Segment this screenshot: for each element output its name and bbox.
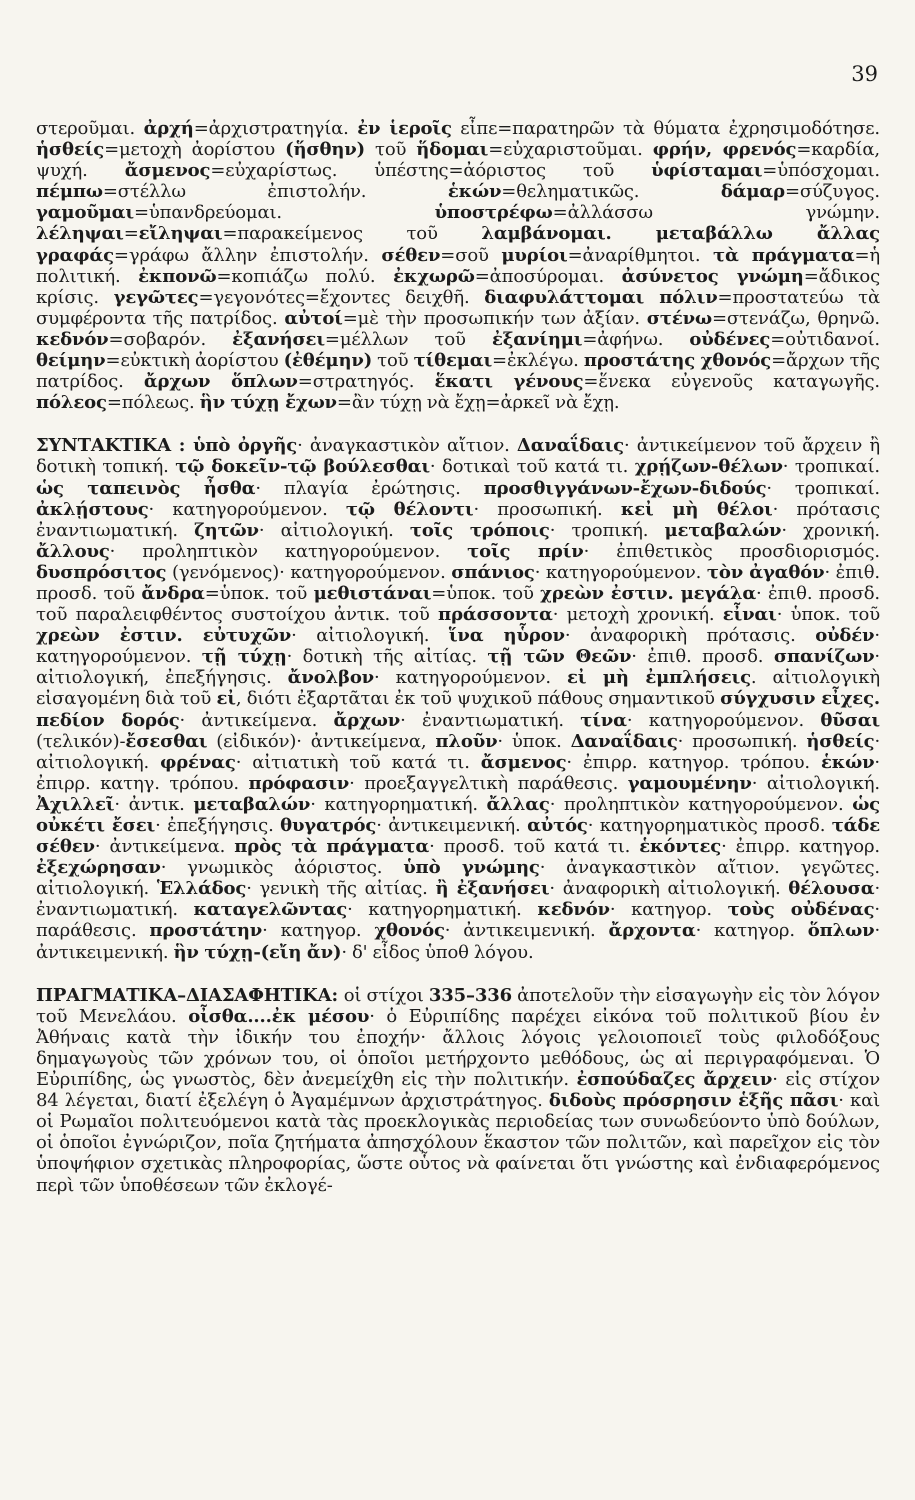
text-run: ἀποτελοῦν τὴν εἰσαγωγὴν εἰς τὸν λόγον τοῦ Μενελάου.	[36, 984, 880, 1027]
text-run: · ὁ Εὐριπίδης παρέχει εἰκόνα τοῦ πολιτικοῦ βίου ἐν Ἀθήναις κατὰ τὴν ἰδικήν του ἐποχήν· ἄλλοις λόγοις γελοιοποιεῖ τοὺς φιλοδόξους δημαγωγοὺς τῶν χρόνων του, οἱ ὁποῖοι μετήρχοντο μεθόδους, ὡς αἱ περιγραφόμεναι. Ὁ Εὐριπίδης, ὡς γνωστὸς, δὲν ἀνεμείχθη εἰς τὴν πολιτικήν.	[36, 1005, 881, 1091]
bold-term: ἄνολβον	[287, 667, 375, 689]
bold-term: αὐτοί	[284, 307, 343, 329]
text-run: · προεξαγγελτικὴ παράθεσις.	[349, 772, 628, 794]
text-run: · κατηγορ.	[262, 920, 375, 942]
bold-term: τῇ τύχῃ	[201, 646, 287, 668]
bold-term: πλοῦν	[435, 730, 498, 752]
bold-term: κεδνόν	[36, 328, 109, 350]
text-run: =ἐκλέγω.	[492, 350, 584, 372]
bold-term: τοῖς τρόποις	[409, 519, 550, 541]
text-run: · ἐναντιωματική.	[36, 878, 881, 921]
text-run: · κατηγορούμενον.	[148, 498, 346, 520]
text-run: =σοῦ	[440, 244, 502, 266]
bold-term: τίνα	[580, 709, 627, 731]
text-run: · ἐπιρρ. κατηγορ. τρόπου.	[566, 751, 821, 773]
text-run: · πλαγία ἐρώτησις.	[255, 477, 484, 499]
text-run: · τροπική.	[549, 519, 665, 541]
bold-term: ἄρχων ὅπλων	[143, 371, 298, 393]
text-run: =στενάζω, θρηνῶ.	[711, 307, 880, 329]
bold-term: χθονός	[374, 920, 445, 942]
text-run: · κατηγορηματικὸς προσδ.	[587, 815, 832, 836]
text-run: =ἄδικος κρίσις.	[36, 265, 880, 308]
bold-term: λέληψαι	[36, 223, 124, 245]
bold-term: μεταβαλών	[664, 519, 782, 541]
bold-term: ΠΡΑΓΜΑΤΙΚΑ–ΔΙΑΣΑΦΗΤΙΚΑ:	[36, 984, 344, 1006]
bold-term: ἡσθείς	[806, 730, 875, 752]
text-run: =μὲ τὴν προσωπικήν των ἀξίαν.	[342, 307, 647, 329]
text-run: =σύζυγος.	[784, 181, 880, 203]
text-run: =ὑποκ. τοῦ	[431, 582, 541, 604]
bold-term: τίθεμαι	[413, 350, 493, 372]
bold-term: διαφυλάττομαι πόλιν	[484, 286, 718, 308]
bold-term: ζητῶν	[194, 519, 259, 541]
text-run: =ἀναρίθμητοι.	[567, 244, 714, 266]
bold-term: τῇ τῶν Θεῶν	[487, 646, 632, 668]
bold-term: σπάνιος	[451, 561, 535, 583]
bold-term: πράσσοντα	[438, 604, 553, 626]
bold-term: προσθιγγάνων-ἔχων-διδούς	[483, 477, 767, 499]
text-run: (γενόμενος)· κατηγορούμενον.	[166, 561, 452, 583]
text-run: · χρονική.	[781, 519, 880, 541]
bold-term: εἰ	[216, 688, 236, 710]
text-run: · ὑποκ. τοῦ	[776, 604, 881, 626]
syntaktika-paragraph	[36, 435, 880, 962]
text-run: · ἀντικείμενα.	[94, 836, 235, 858]
text-run: · αἰτιατικὴ τοῦ κατά τι.	[235, 751, 481, 773]
text-run: =εὐχαρίστως. ὑπέστης=ἀόριστος τοῦ	[210, 160, 652, 182]
bold-term: μεταβαλών	[193, 793, 311, 815]
bold-term: ἑκών	[447, 181, 502, 203]
bold-term: εὐτυχῶν	[202, 625, 292, 647]
text-run: (τελικόν)-	[36, 730, 126, 752]
bold-term: πέμπω	[36, 181, 103, 203]
text-run: · κατηγορ.	[609, 899, 728, 921]
bold-term: καταγελῶντας	[193, 899, 348, 921]
bold-term: τοῖς πρίν	[467, 540, 584, 562]
text-run: · μετοχὴ χρονική.	[552, 604, 723, 626]
bold-term: ὑφίσταμαι	[651, 160, 763, 182]
text-run: =γράφω ἄλλην ἐπιστολήν.	[113, 244, 382, 266]
text-run: . αἰτιολογικὴ εἰσαγομένη διὰ τοῦ	[36, 667, 880, 710]
bold-term: Δαναΐδαις	[516, 435, 624, 457]
bold-term: γεγῶτες	[113, 286, 199, 308]
bold-term: ἐκπονῶ	[138, 265, 217, 287]
text-run: · ἐναντιωματική.	[400, 709, 581, 731]
bold-term: ἄλλους	[36, 540, 110, 562]
bold-term: προστάτην	[149, 920, 263, 942]
text-run: · αἰτιολογική.	[751, 772, 880, 794]
text-run: · ἐπεξήγησις.	[155, 815, 281, 836]
bold-term: ἣν τύχῃ ἔχων	[199, 392, 337, 414]
text-run: (εἰδικόν)· ἀντικείμενα,	[207, 730, 436, 752]
text-run: · κατηγορούμενον.	[534, 561, 707, 583]
bold-term: ἐσπούδαζες ἄρχειν	[576, 1069, 773, 1091]
text-run: · ἀντικείμενα.	[179, 709, 334, 731]
text-run: =εὐχαριστοῦμαι.	[488, 139, 653, 161]
bold-term: τοὺς οὐδένας	[727, 899, 875, 921]
text-run: , διότι ἐξαρτᾶται ἐκ τοῦ ψυχικοῦ πάθους σημαντικοῦ	[235, 688, 721, 710]
bold-term: ΣΥΝΤΑΚΤΙΚΑ :	[36, 435, 193, 457]
text-run: =	[123, 223, 139, 245]
text-run: =προστατεύω τὰ συμφέροντα τῆς πατρίδος.	[36, 286, 880, 329]
bold-term: Ἀχιλλεῖ	[36, 793, 115, 815]
bold-term: (ἥσθην)	[285, 139, 366, 161]
text-run: =ἂν τύχῃ νὰ ἔχῃ=ἀρκεῖ νὰ ἔχῃ.	[336, 392, 620, 414]
text-run: =ὑποκ. τοῦ	[204, 582, 314, 604]
bold-term: χρῄζων-θέλων	[634, 456, 783, 478]
text-run: · ἀντικειμενική.	[444, 920, 609, 942]
bold-term: ἐκχωρῶ	[393, 265, 475, 287]
text-run: · ἀναφορικὴ πρότασις.	[564, 625, 816, 647]
bold-term: ὑποστρέφω	[434, 202, 553, 224]
bold-term: φρένας	[160, 751, 236, 773]
bold-term: ἀσύνετος γνώμη	[621, 265, 804, 287]
bold-term: ἕκατι γένους	[434, 371, 584, 393]
text-run: εἶπε=παρατηρῶν τὰ θύματα ἐχρησιμοδότησε.	[451, 118, 880, 139]
bold-term: θυγατρός	[280, 815, 377, 836]
text-run: =κοπιάζω πολύ.	[216, 265, 394, 287]
bold-term: θέλουσα	[788, 878, 875, 900]
bold-term: ἐξεχώρησαν	[36, 857, 161, 879]
bold-term: χρεὼν ἐστιν.	[540, 582, 681, 604]
text-run: =σοβαρόν.	[108, 328, 233, 350]
text-run: =γεγονότες=ἔχοντες δειχθῆ.	[198, 286, 485, 308]
bold-term: μεθιστάναι	[313, 582, 432, 604]
text-run: · ἀναφορικὴ αἰτιολογική.	[549, 878, 789, 900]
glossary-paragraph	[36, 118, 880, 413]
bold-term: τὸν ἀγαθόν	[706, 561, 825, 583]
bold-term: γαμουμένην	[627, 772, 752, 794]
bold-term: ἄσμενος	[480, 751, 567, 773]
bold-term: θείμην	[36, 350, 106, 372]
page-number: 39	[851, 62, 878, 86]
text-run: τοῦ	[365, 139, 417, 161]
text-run: · ἐπιθ. προσδ. τοῦ παραλειφθέντος συστοίχου ἀντικ. τοῦ	[36, 582, 880, 626]
bold-term: ἄρχων	[333, 709, 401, 731]
text-run: =ἀλλάσσω γνώμην.	[552, 202, 880, 224]
bold-term: οὐδένες	[689, 328, 771, 350]
text-run: · τροπικαί.	[766, 477, 880, 499]
text-run: =ἀποσύρομαι.	[474, 265, 622, 287]
text-run: · ἐπιρρ. κατηγ. τρόπου.	[36, 751, 880, 794]
text-run: =οὐτιδανοί.	[770, 328, 880, 350]
text-run: · προληπτικὸν κατηγορούμενον.	[549, 793, 853, 815]
pragmatika-paragraph	[36, 985, 880, 1196]
text-run: · αἰτιολογική.	[291, 625, 449, 647]
text-run: · κατηγορούμενον.	[36, 625, 880, 668]
text-run: =εὐκτικὴ ἀορίστου	[105, 350, 284, 372]
bold-term: αὐτός	[527, 815, 588, 836]
text-run: · δ' εἶδος ὑποθ λόγου.	[341, 941, 534, 963]
text-run: · αἰτιολογική.	[258, 519, 410, 541]
bold-term: ἑκόντες	[639, 836, 722, 858]
bold-term: μυρίοι	[501, 244, 568, 266]
text-run: =θεληματικῶς.	[501, 181, 721, 203]
bold-term: ὡς ταπεινὸς ἦσθα	[36, 477, 256, 499]
text-run: · καὶ οἱ Ρωμαῖοι πολιτευόμενοι κατὰ τὰς προεκλογικὰς περιοδείας των συνωδεύοντο ὑπὸ δούλων, οἱ ὁποῖοι ἐγνώριζον, ποῖα ζητήματα ἀπησχόλουν ἕκαστον τῶν πολιτῶν, καὶ παρεῖχον εἰς τὸν ὑποψήφιον σχετικὰς πληροφορίας, ὥστε οὗτος νὰ φαίνεται ὅτι γνώστης καὶ ἐνδιαφερόμενος περὶ τῶν ὑποθέσεων τῶν ἐκλογέ-	[36, 1090, 880, 1196]
text-run: · γενικὴ τῆς αἰτίας.	[246, 878, 436, 900]
text-run: στεροῦμαι.	[36, 118, 144, 139]
bold-term: ἑκών	[820, 751, 875, 773]
page-text	[36, 118, 880, 1196]
text-run: =στέλλω ἐπιστολήν.	[102, 181, 448, 203]
text-run: =καρδία, ψυχή.	[36, 139, 880, 182]
bold-term: Ἑλλάδος	[156, 878, 247, 900]
bold-term: πρόφασιν	[248, 772, 350, 794]
bold-term: Δαναΐδαις	[570, 730, 678, 752]
bold-term: γαμοῦμαι	[36, 202, 134, 224]
bold-term: εἶναι	[722, 604, 777, 626]
bold-term: διδοὺς πρόσρησιν ἑξῆς πᾶσι	[548, 1090, 839, 1112]
bold-term: ὑπὸ γνώμης	[403, 857, 540, 879]
bold-term: ὑπὸ ὀργῆς	[192, 435, 298, 457]
text-run: =ἄρχων τῆς πατρίδος.	[36, 350, 880, 393]
bold-term: τὰ πράγματα	[713, 244, 855, 266]
bold-term: ἡσθείς	[36, 139, 105, 161]
text-run: =στρατηγός.	[297, 371, 435, 393]
text-run: · δοτικαὶ τοῦ κατά τι.	[429, 456, 635, 478]
text-run: · κατηγορηματική.	[310, 793, 487, 815]
bold-term: ἔσεσθαι	[125, 730, 208, 752]
text-run: · ἐπιθετικὸς προσδιορισμός.	[583, 540, 880, 562]
text-run: · ἀντικειμενική.	[376, 815, 528, 836]
bold-term: ἵνα ηὗρον	[448, 625, 565, 647]
text-run: · ἀντικ.	[114, 793, 194, 815]
bold-term: ἄρχοντα	[608, 920, 696, 942]
text-run: =ἀφήνω.	[582, 328, 690, 350]
bold-term: ἄλλας	[486, 793, 550, 815]
text-run: · εἰς στίχον 84 λέγεται, διατί ἐξελέγη ὁ Ἀγαμέμνων ἀρχιστράτηγος.	[36, 1069, 880, 1112]
bold-term: (ἐθέμην)	[283, 350, 373, 372]
text-run: · παράθεσις.	[36, 899, 880, 942]
bold-term: ἄσμενος	[124, 160, 211, 182]
bold-term: πρὸς τὰ πράγματα	[234, 836, 430, 858]
bold-term: ἐν ἱεροῖς	[357, 118, 452, 139]
bold-term: στένω	[646, 307, 712, 329]
text-run: · τροπικαί.	[782, 456, 880, 478]
bold-term: οὐδέν	[815, 625, 875, 647]
text-run: · κατηγορηματική.	[347, 899, 538, 921]
text-run: · δοτικὴ τῆς αἰτίας.	[286, 646, 488, 668]
bold-term: θῦσαι	[820, 709, 880, 731]
bold-term: τῷ δοκεῖν-τῷ βούλεσθαι	[175, 456, 430, 478]
bold-term: ἣν τύχῃ-(εἴη ἄν)	[173, 941, 342, 963]
bold-term: χρεὼν ἐστιν.	[36, 625, 203, 647]
bold-term: μεγάλα	[680, 582, 757, 604]
text-run: · προσδ. τοῦ κατά τι.	[429, 836, 640, 858]
bold-term: ἐξανήσει	[232, 328, 325, 350]
bold-term: κεδνόν	[537, 899, 610, 921]
bold-term: ὅπλων	[807, 920, 875, 942]
bold-term: σέθεν	[381, 244, 441, 266]
text-run: · ἀντικειμενική.	[36, 920, 881, 963]
text-run: =ἕνεκα εὐγενοῦς καταγωγῆς.	[583, 371, 880, 393]
bold-term: πεδίον δορός	[36, 709, 180, 731]
bold-term: οἶσθα....ἐκ μέσου	[188, 1005, 370, 1027]
bold-term: δυσπρόσιτος	[36, 561, 167, 583]
text-run: · ἀναγκαστικὸν αἴτιον. γεγῶτες. αἰτιολογική.	[36, 857, 880, 900]
text-run: =ἀρχιστρατηγία.	[193, 118, 358, 139]
text-run: · ἐπιθ. προσδ.	[631, 646, 774, 668]
text-run: =ὑπανδρεύομαι.	[133, 202, 435, 224]
bold-term: τῷ θέλοντι	[345, 498, 474, 520]
bold-term: λαμβάνομαι. μεταβάλλω ἄλλας γραφάς	[36, 223, 880, 266]
text-run: · ἐπιθ. προσδ. τοῦ	[36, 561, 881, 604]
bold-term: ἀκλῄστους	[36, 498, 149, 520]
bold-term: προστάτης χθονός	[583, 350, 772, 372]
text-run: =ἡ πολιτική.	[36, 244, 881, 287]
text-run: =μετοχὴ ἀορίστου	[104, 139, 286, 161]
bold-term: ἥδομαι	[416, 139, 489, 161]
text-run: =ὑπόσχομαι.	[762, 160, 880, 182]
text-run: · προσωπική.	[473, 498, 621, 520]
text-run: · αἰτιολογική, ἐπεξήγησις.	[36, 646, 880, 689]
text-run: · ἀντικείμενον τοῦ ἄρχειν ἢ δοτικὴ τοπική.	[36, 435, 880, 478]
text-run: =μέλλων τοῦ	[324, 328, 492, 350]
text-run: =παρακείμενος τοῦ	[222, 223, 482, 245]
bold-term: πόλεος	[36, 392, 107, 414]
bold-term: δάμαρ	[720, 181, 785, 203]
text-run: · ἐπιρρ. κατηγορ.	[721, 836, 880, 858]
text-run: · προσωπική.	[677, 730, 807, 752]
bold-term: ἀρχή	[143, 118, 194, 139]
bold-term: ἄνδρα	[141, 582, 205, 604]
text-run: · ὑποκ.	[497, 730, 571, 752]
bold-term: εἴληψαι	[138, 223, 223, 245]
text-run: · γνωμικὸς ἀόριστος.	[160, 857, 404, 879]
text-run: · κατηγορ.	[695, 920, 808, 942]
text-run: · πρότασις ἐναντιωματική.	[36, 498, 880, 541]
text-run: · προληπτικὸν κατηγορούμενον.	[109, 540, 468, 562]
text-run: =πόλεως.	[106, 392, 200, 414]
text-run: τοῦ	[372, 350, 414, 372]
bold-term: σπανίζων	[773, 646, 875, 668]
bold-term: ἢ ἐξανήσει	[435, 878, 550, 900]
bold-term: 335–336	[428, 984, 512, 1006]
bold-term: τάδε σέθεν	[36, 815, 881, 858]
text-run: οἱ στίχοι	[343, 984, 429, 1006]
bold-term: ὡς οὐκέτι ἔσει	[36, 793, 880, 836]
bold-term: κεἰ μὴ θέλοι	[620, 498, 773, 520]
bold-term: φρήν, φρενός	[652, 139, 797, 161]
text-run: · ἀναγκαστικὸν αἴτιον.	[297, 435, 517, 457]
bold-term: εἰ μὴ ἐμπλήσεις	[566, 667, 751, 689]
bold-term: σύγχυσιν εἶχες.	[720, 688, 881, 710]
text-run: · κατηγορούμενον.	[374, 667, 567, 689]
text-run: · αἰτιολογική.	[36, 730, 881, 773]
bold-term: ἐξανίημι	[491, 328, 583, 350]
text-run: · κατηγορούμενον.	[626, 709, 821, 731]
